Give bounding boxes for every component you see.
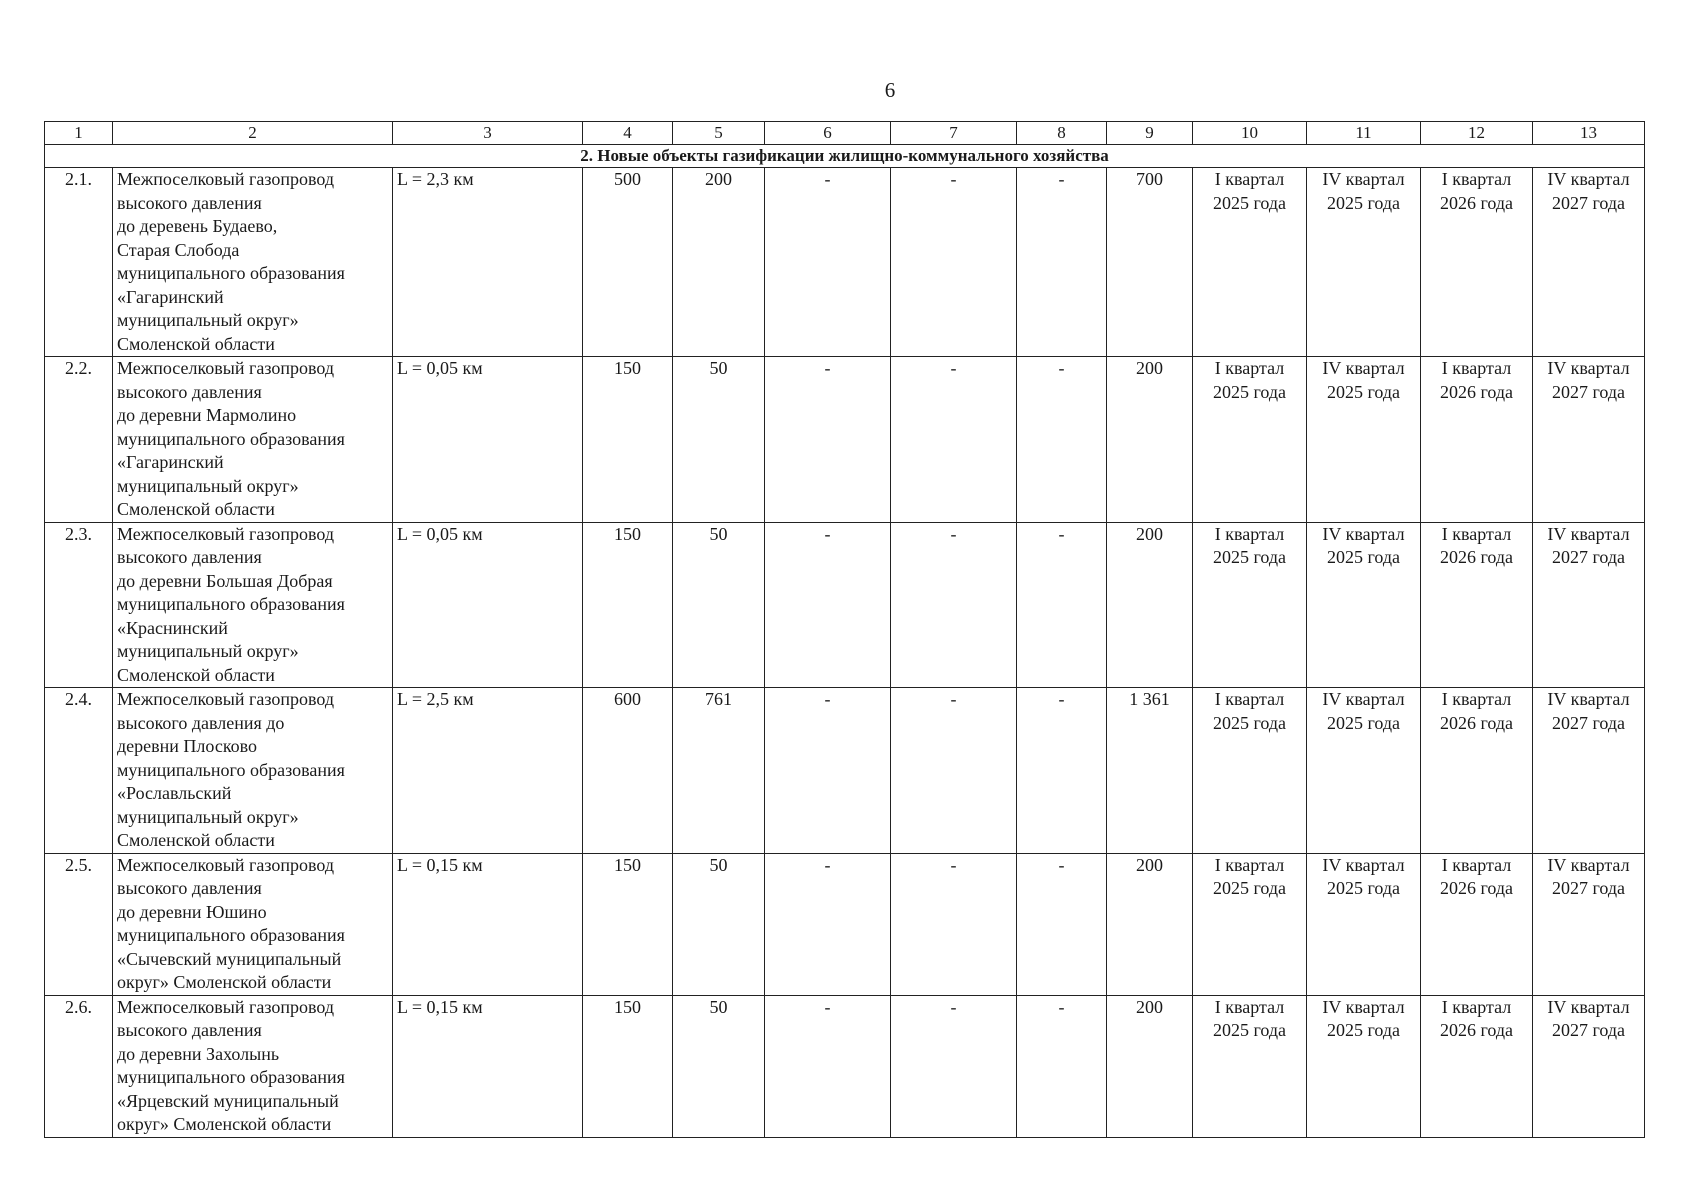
object-name-line: муниципальный округ»	[117, 806, 299, 827]
deadline-line: I квартал	[1214, 358, 1285, 378]
deadline-line: I квартал	[1441, 358, 1512, 378]
object-name-line: «Гагаринский	[117, 286, 224, 307]
deadline-line: IV квартал	[1547, 523, 1630, 544]
column-header-13: 13	[1533, 122, 1645, 145]
deadline-c11	[1307, 995, 1421, 1137]
deadline-c13	[1533, 688, 1645, 854]
table-row	[45, 168, 1645, 357]
row-number: 2.6.	[45, 995, 113, 1137]
deadline-line: I квартал	[1214, 169, 1285, 189]
deadline-line: 2025 года	[1326, 547, 1401, 567]
deadline-line: 2025 года	[1212, 1020, 1287, 1040]
object-name-line: муниципального образования	[117, 594, 345, 614]
deadline-line: 2027 года	[1551, 381, 1626, 402]
deadline-line: IV квартал	[1322, 996, 1405, 1017]
value-col-7: -	[891, 357, 1017, 523]
deadline-c13	[1533, 522, 1645, 688]
object-name-line: высокого давления	[117, 878, 262, 898]
deadline-line: I квартал	[1441, 169, 1512, 189]
object-name-line: Смоленской области	[117, 830, 275, 850]
value-col-5: 200	[673, 168, 765, 357]
deadline-c11	[1307, 357, 1421, 523]
deadline-line: IV квартал	[1547, 169, 1630, 189]
deadline-line: 2027 года	[1551, 712, 1626, 733]
deadline-c13	[1533, 995, 1645, 1137]
object-name-line: высокого давления	[117, 547, 262, 567]
gasification-table	[44, 121, 1645, 1138]
object-name-line: муниципальный округ»	[117, 310, 299, 330]
deadline-c13	[1533, 853, 1645, 995]
deadline-line: I квартал	[1441, 996, 1512, 1017]
deadline-line: 2025 года	[1212, 381, 1287, 402]
deadline-line: I квартал	[1214, 689, 1285, 709]
deadline-c11	[1307, 522, 1421, 688]
value-col-9: 200	[1107, 995, 1193, 1137]
deadline-line: I квартал	[1214, 996, 1285, 1017]
pipeline-length: L = 0,05 км	[393, 522, 583, 688]
value-col-4: 150	[583, 853, 673, 995]
object-name-line: «Рославльский	[117, 783, 232, 803]
object-name	[113, 688, 393, 854]
table-row	[45, 688, 1645, 854]
object-name-line: «Краснинский	[117, 617, 228, 638]
pipeline-length: L = 0,15 км	[393, 995, 583, 1137]
deadline-line: 2027 года	[1551, 192, 1626, 213]
table-row	[45, 995, 1645, 1137]
deadline-line: 2025 года	[1326, 878, 1401, 898]
object-name-line: муниципального образования	[117, 428, 345, 449]
deadline-line: 2025 года	[1326, 192, 1401, 213]
value-col-4: 500	[583, 168, 673, 357]
deadline-line: IV квартал	[1322, 358, 1405, 378]
value-col-9: 200	[1107, 853, 1193, 995]
deadline-c10	[1193, 853, 1307, 995]
section-row	[45, 145, 1645, 168]
object-name-line: муниципального образования	[117, 263, 345, 283]
pipeline-length: L = 0,05 км	[393, 357, 583, 523]
object-name-line: «Гагаринский	[117, 452, 224, 472]
object-name-line: муниципального образования	[117, 925, 345, 945]
value-col-6: -	[765, 357, 891, 523]
object-name-line: до деревни Юшино	[117, 901, 267, 922]
column-header-3: 3	[393, 122, 583, 145]
value-col-4: 150	[583, 522, 673, 688]
pipeline-length: L = 2,5 км	[393, 688, 583, 854]
deadline-line: IV квартал	[1547, 358, 1630, 378]
deadline-line: 2025 года	[1212, 547, 1287, 567]
value-col-8: -	[1017, 522, 1107, 688]
row-number: 2.1.	[45, 168, 113, 357]
object-name-line: высокого давления	[117, 192, 262, 213]
object-name-line: высокого давления	[117, 1020, 262, 1040]
object-name-line: Межпоселковый газопровод	[117, 169, 335, 189]
deadline-c11	[1307, 853, 1421, 995]
value-col-4: 150	[583, 357, 673, 523]
object-name-line: Смоленской области	[117, 499, 275, 519]
deadline-line: I квартал	[1214, 854, 1285, 875]
section-title: 2. Новые объекты газификации жилищно-коммунального хозяйства	[45, 145, 1645, 168]
deadline-line: 2025 года	[1212, 878, 1287, 898]
deadline-line: I квартал	[1214, 523, 1285, 544]
deadline-line: 2027 года	[1551, 547, 1626, 567]
row-number: 2.2.	[45, 357, 113, 523]
deadline-c10	[1193, 688, 1307, 854]
value-col-7: -	[891, 995, 1017, 1137]
object-name-line: округ» Смоленской области	[117, 972, 332, 992]
deadline-c12	[1421, 168, 1533, 357]
deadline-line: IV квартал	[1547, 854, 1630, 875]
value-col-9: 200	[1107, 357, 1193, 523]
value-col-8: -	[1017, 688, 1107, 854]
deadline-c12	[1421, 688, 1533, 854]
deadline-c10	[1193, 995, 1307, 1137]
column-header-12: 12	[1421, 122, 1533, 145]
row-number: 2.4.	[45, 688, 113, 854]
deadline-c12	[1421, 853, 1533, 995]
object-name-line: Межпоселковый газопровод	[117, 854, 335, 875]
object-name-line: Смоленской области	[117, 333, 275, 354]
object-name-line: муниципальный округ»	[117, 475, 299, 496]
row-number: 2.5.	[45, 853, 113, 995]
object-name-line: Межпоселковый газопровод	[117, 358, 335, 378]
value-col-8: -	[1017, 853, 1107, 995]
object-name-line: «Сычевский муниципальный	[117, 948, 342, 969]
deadline-c11	[1307, 168, 1421, 357]
column-header-5: 5	[673, 122, 765, 145]
column-header-7: 7	[891, 122, 1017, 145]
column-header-4: 4	[583, 122, 673, 145]
value-col-5: 50	[673, 995, 765, 1137]
value-col-6: -	[765, 688, 891, 854]
object-name-line: муниципальный округ»	[117, 641, 299, 661]
table-row	[45, 853, 1645, 995]
deadline-line: 2026 года	[1439, 878, 1514, 898]
value-col-8: -	[1017, 995, 1107, 1137]
value-col-6: -	[765, 853, 891, 995]
object-name-line: до деревни Мармолино	[117, 405, 297, 425]
value-col-5: 50	[673, 522, 765, 688]
value-col-8: -	[1017, 168, 1107, 357]
value-col-7: -	[891, 168, 1017, 357]
value-col-5: 50	[673, 853, 765, 995]
deadline-line: 2025 года	[1212, 192, 1287, 213]
value-col-7: -	[891, 853, 1017, 995]
object-name-line: деревни Плосково	[117, 736, 258, 756]
deadline-line: 2026 года	[1439, 712, 1514, 733]
deadline-line: IV квартал	[1547, 689, 1630, 709]
value-col-9: 200	[1107, 522, 1193, 688]
deadline-line: 2026 года	[1439, 192, 1514, 213]
object-name-line: муниципального образования	[117, 759, 345, 780]
row-number: 2.3.	[45, 522, 113, 688]
deadline-line: IV квартал	[1547, 996, 1630, 1017]
value-col-5: 761	[673, 688, 765, 854]
deadline-c13	[1533, 168, 1645, 357]
object-name-line: Межпоселковый газопровод	[117, 523, 335, 544]
object-name-line: «Ярцевский муниципальный	[117, 1090, 339, 1111]
deadline-line: 2026 года	[1439, 547, 1514, 567]
object-name-line: округ» Смоленской области	[117, 1114, 332, 1134]
object-name-line: до деревни Большая Добрая	[117, 570, 333, 591]
table-row	[45, 522, 1645, 688]
deadline-c10	[1193, 522, 1307, 688]
column-header-1: 1	[45, 122, 113, 145]
deadline-line: 2025 года	[1212, 712, 1287, 733]
deadline-line: 2026 года	[1439, 1020, 1514, 1040]
pipeline-length: L = 0,15 км	[393, 853, 583, 995]
value-col-6: -	[765, 522, 891, 688]
deadline-c13	[1533, 357, 1645, 523]
deadline-line: 2026 года	[1439, 381, 1514, 402]
value-col-7: -	[891, 688, 1017, 854]
column-header-2: 2	[113, 122, 393, 145]
column-number-row	[45, 122, 1645, 145]
table-row	[45, 357, 1645, 523]
deadline-line: 2025 года	[1326, 1020, 1401, 1040]
deadline-c11	[1307, 688, 1421, 854]
object-name-line: Смоленской области	[117, 664, 275, 685]
object-name-line: муниципального образования	[117, 1067, 345, 1087]
deadline-line: 2027 года	[1551, 878, 1626, 898]
deadline-line: 2025 года	[1326, 712, 1401, 733]
object-name-line: Межпоселковый газопровод	[117, 689, 335, 709]
deadline-c10	[1193, 168, 1307, 357]
object-name	[113, 357, 393, 523]
deadline-line: IV квартал	[1322, 854, 1405, 875]
column-header-10: 10	[1193, 122, 1307, 145]
object-name-line: до деревень Будаево,	[117, 216, 278, 236]
deadline-c12	[1421, 522, 1533, 688]
value-col-5: 50	[673, 357, 765, 523]
deadline-line: I квартал	[1441, 523, 1512, 544]
deadline-line: 2027 года	[1551, 1020, 1626, 1040]
value-col-6: -	[765, 168, 891, 357]
value-col-8: -	[1017, 357, 1107, 523]
deadline-c12	[1421, 357, 1533, 523]
column-header-9: 9	[1107, 122, 1193, 145]
object-name	[113, 522, 393, 688]
value-col-9: 1 361	[1107, 688, 1193, 854]
deadline-line: IV квартал	[1322, 169, 1405, 189]
value-col-4: 600	[583, 688, 673, 854]
column-header-8: 8	[1017, 122, 1107, 145]
deadline-line: I квартал	[1441, 854, 1512, 875]
page-number: 6	[884, 78, 896, 102]
column-header-11: 11	[1307, 122, 1421, 145]
object-name	[113, 995, 393, 1137]
object-name	[113, 168, 393, 357]
object-name	[113, 853, 393, 995]
value-col-6: -	[765, 995, 891, 1137]
value-col-7: -	[891, 522, 1017, 688]
deadline-line: 2025 года	[1326, 381, 1401, 402]
object-name-line: Межпоселковый газопровод	[117, 996, 335, 1017]
object-name-line: до деревни Захолынь	[117, 1043, 280, 1064]
deadline-line: IV квартал	[1322, 689, 1405, 709]
value-col-9: 700	[1107, 168, 1193, 357]
object-name-line: высокого давления	[117, 381, 262, 402]
value-col-4: 150	[583, 995, 673, 1137]
deadline-line: I квартал	[1441, 689, 1512, 709]
column-header-6: 6	[765, 122, 891, 145]
deadline-c12	[1421, 995, 1533, 1137]
deadline-line: IV квартал	[1322, 523, 1405, 544]
object-name-line: высокого давления до	[117, 712, 285, 733]
deadline-c10	[1193, 357, 1307, 523]
pipeline-length: L = 2,3 км	[393, 168, 583, 357]
object-name-line: Старая Слобода	[117, 239, 240, 260]
